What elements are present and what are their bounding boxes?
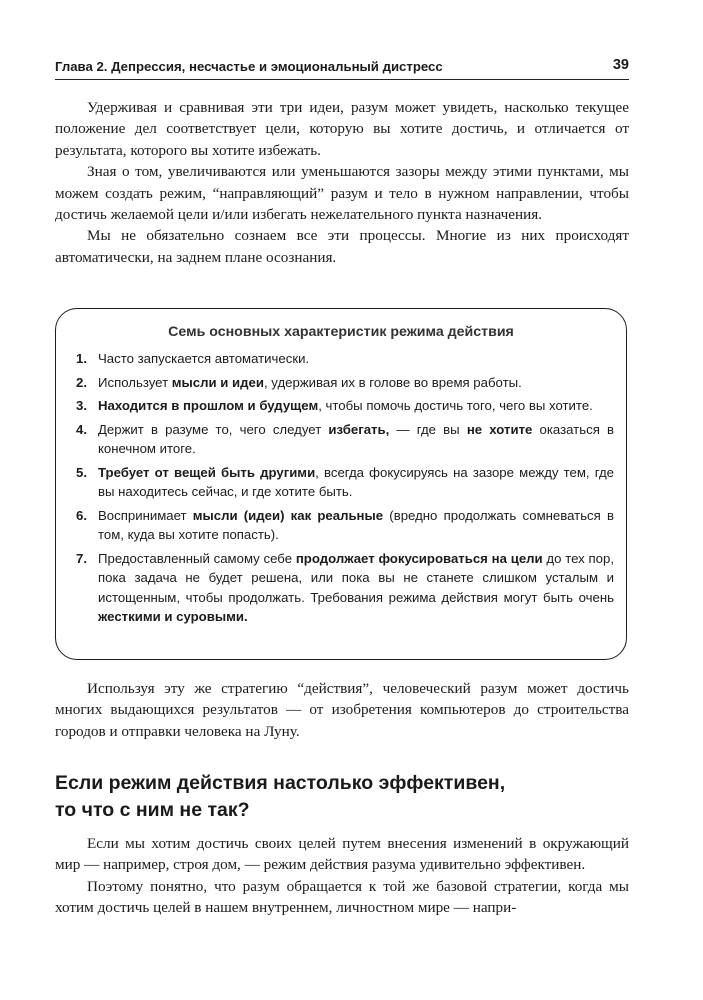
list-item-text: Предоставленный самому себе <box>98 550 296 566</box>
paragraph: Поэтому понятно, что разум обращается к той же базовой стратегии, когда мы хотим достичь целей в нашем внутреннем, личностном мире — напри- <box>55 877 629 917</box>
emphasis-text: Требует от вещей быть другими <box>98 464 316 480</box>
list-item-number: 5. <box>76 464 87 480</box>
list-item-text: Воспринимает <box>98 507 193 523</box>
intro-text <box>55 97 629 268</box>
list-item-number: 1. <box>76 351 87 366</box>
characteristics-box <box>55 308 627 660</box>
list-item-number: 7. <box>76 550 87 566</box>
section-heading-line: Если режим действия настолько эффективен, <box>55 772 506 794</box>
box-title: Семь основных характеристик режима действия <box>168 324 514 340</box>
list-item <box>74 549 614 627</box>
emphasis-text: Находится в прошлом и будущем <box>98 398 319 413</box>
section-heading-line: то что с ним не так? <box>55 799 250 821</box>
list-item <box>74 373 614 393</box>
list-item-text: , всегда фокусируясь на зазоре между тем, где вы находитесь сейчас, и где хотите быть. <box>98 464 614 499</box>
emphasis-text: не хотите <box>466 421 533 437</box>
list-item <box>74 463 614 502</box>
characteristics-list <box>74 349 614 631</box>
chapter-title: Глава 2. Депрессия, несчастье и эмоциональный дистресс <box>55 59 443 74</box>
list-item-text: оказаться в конечном итоге. <box>98 421 614 456</box>
emphasis-text: мысли и идеи <box>171 374 264 390</box>
list-item-text: (вредно продолжать сомневаться в том, куда вы хотите попасть). <box>98 507 614 542</box>
after-box-text <box>55 678 629 742</box>
emphasis-text: избегать, <box>328 421 390 437</box>
list-item-number: 4. <box>76 421 87 437</box>
list-item <box>74 396 614 416</box>
paragraph: Удерживая и сравнивая эти три идеи, разум может увидеть, насколько текущее положение дел соответствует цели, которую вы хотите достичь, и отличается от результата, которого вы хотите избежать. <box>55 99 629 159</box>
emphasis-text: мысли (идеи) как реальные <box>192 507 384 523</box>
list-item <box>74 506 614 545</box>
paragraph: Мы не обязательно сознаем все эти процессы. Многие из них происходят автоматически, на заднем плане осознания. <box>55 227 629 266</box>
running-header <box>55 57 629 80</box>
emphasis-text: продолжает фокусироваться на цели <box>295 550 543 566</box>
list-item-text: Использует <box>98 374 172 390</box>
paragraph: Используя эту же стратегию “действия”, человеческий разум может достичь многих выдающихся результатов — от изобретения компьютеров до строительства городов и отправки человека на Луну. <box>55 680 629 740</box>
list-item <box>74 420 614 459</box>
emphasis-text: жесткими и суровыми. <box>98 609 248 624</box>
list-item-text: Часто запускается автоматически. <box>98 351 310 366</box>
list-item <box>74 349 614 369</box>
paragraph: Если мы хотим достичь своих целей путем внесения изменений в окружающий мир — например, строя дом, — режим действия разума удивительно эффективен. <box>55 835 629 874</box>
section-heading <box>55 770 629 824</box>
list-item-text: до тех пор, пока задача не будет решена, или пока вы не станете слишком усталым и истощенным, чтобы продолжать. Требования режима действия могут быть очень <box>98 550 615 605</box>
list-item-text: , чтобы помочь достичь того, чего вы хотите. <box>318 398 593 413</box>
list-item-number: 3. <box>76 398 87 413</box>
list-item-number: 2. <box>76 374 87 390</box>
section-text <box>55 833 629 919</box>
page-number: 39 <box>612 57 629 73</box>
list-item-number: 6. <box>76 507 87 523</box>
paragraph: Зная о том, увеличиваются или уменьшаются зазоры между этими пунктами, мы можем создать режим, “направляющий” разум и тело в нужном направлении, чтобы достичь желаемой цели и/или избегать нежелательного пункта назначения. <box>55 163 629 224</box>
list-item-text: — где вы <box>389 421 467 437</box>
list-item-text: Держит в разуме то, чего следует <box>98 421 329 437</box>
list-item-text: , удерживая их в голове во время работы. <box>263 374 522 390</box>
